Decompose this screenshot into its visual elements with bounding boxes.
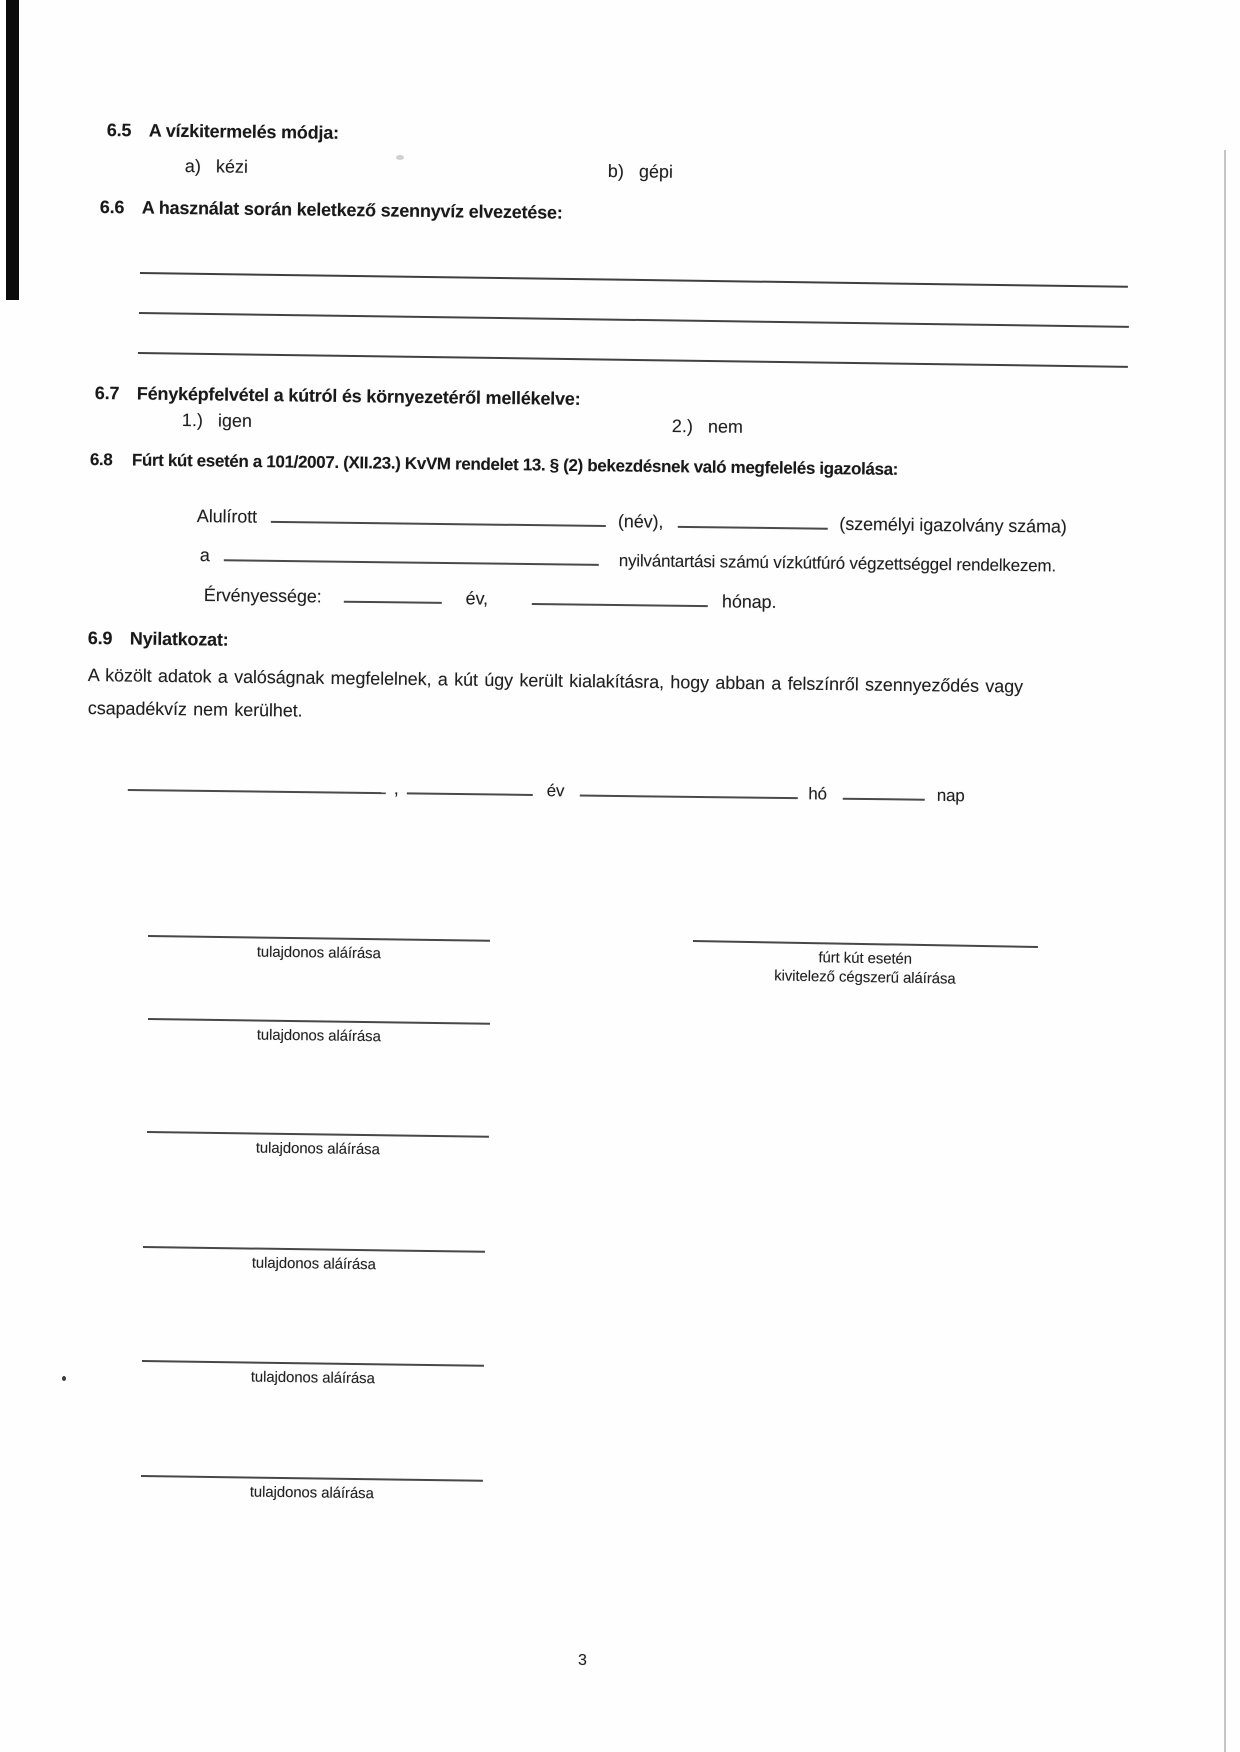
section-title: A használat során keletkező szennyvíz elvezetése:: [141, 197, 563, 223]
section-6-5-heading: [107, 120, 339, 144]
option-marker: 1.): [181, 410, 204, 431]
scan-speck: [62, 1376, 66, 1381]
date-line: [128, 775, 965, 806]
signature-owner-1: [148, 935, 490, 964]
section-title: Nyilatkozat:: [129, 628, 229, 650]
signature-line: [142, 1360, 484, 1367]
signature-line: [148, 1018, 490, 1025]
blank-write-line: [140, 272, 1128, 288]
blank-year-field: [407, 778, 533, 796]
signature-label: tulajdonos aláírása: [249, 1483, 374, 1503]
section-title: Fúrt kút esetén a 101/2007. (XII.23.) KvVM rendelet 13. § (2) bekezdésnek való megfelelés igazolása:: [131, 450, 899, 479]
blank-validity-year-field: [344, 587, 442, 604]
field-label-honap: hónap.: [721, 591, 777, 612]
signature-label: tulajdonos aláírása: [250, 1368, 375, 1388]
signature-line: [693, 940, 1038, 948]
section-6-9-heading: [88, 628, 229, 651]
option-label: nem: [707, 416, 744, 437]
signature-line: [147, 1131, 489, 1138]
option-marker: b): [607, 161, 625, 182]
section-title: Fényképfelvétel a kútról és környezetéről mellékelve:: [136, 383, 581, 409]
signature-label: tulajdonos aláírása: [251, 1254, 376, 1274]
section-number: 6.6: [99, 197, 125, 218]
field-label-ervenyessege: Érvényessége:: [203, 585, 322, 607]
date-label-nap: nap: [936, 785, 965, 806]
date-label-ev: év: [546, 781, 565, 801]
field-label-nev: (név),: [617, 511, 664, 532]
signature-label: kivitelező cégszerű aláírása: [774, 967, 956, 988]
signature-owner-4: [143, 1246, 485, 1275]
signature-contractor: [692, 940, 1038, 989]
option-marker: a): [184, 156, 202, 177]
field-label-nyilvantartasi: nyilvántartási számú vízkútfúró végzettséggel rendelkezem.: [618, 551, 1057, 576]
signature-line: [141, 1475, 483, 1482]
option-igen: [182, 410, 252, 432]
section-6-8-heading: [90, 450, 898, 480]
scan-artifact-left-bar: [6, 0, 19, 300]
section-title: A vízkitermelés módja:: [148, 120, 339, 143]
blank-validity-month-field: [532, 589, 708, 607]
declaration-text-line1: A közölt adatok a valóságnak megfelelnek, a kút úgy került kialakításra, hogy abban a felszínről szennyeződés vagy: [87, 665, 1024, 697]
signature-label: fúrt kút esetén: [818, 949, 913, 968]
page-number: 3: [578, 1652, 587, 1669]
field-label-ev: év,: [465, 588, 489, 609]
option-marker: 2.): [671, 416, 694, 437]
signature-label: tulajdonos aláírása: [256, 943, 381, 963]
blank-write-line: [138, 352, 1128, 368]
option-gepi: [608, 161, 673, 183]
option-nem: [672, 416, 743, 438]
field-label-a: a: [199, 545, 210, 566]
signature-owner-2: [148, 1018, 490, 1047]
form-line-validity: [204, 585, 777, 613]
section-6-6-heading: [100, 197, 563, 224]
option-label: kézi: [215, 156, 249, 177]
blank-registry-number-field: [224, 545, 599, 566]
signature-line: [148, 935, 490, 942]
signature-line: [143, 1246, 485, 1253]
blank-id-number-field: [677, 512, 827, 530]
declaration-text-line2: csapadékvíz nem kerülhet.: [87, 698, 303, 721]
blank-write-line: [139, 312, 1129, 328]
date-label-ho: hó: [808, 784, 827, 804]
signature-owner-5: [142, 1360, 484, 1389]
option-kezi: [185, 156, 248, 178]
blank-month-field: [580, 781, 798, 800]
scan-artifact-right-edge: [1224, 150, 1226, 1752]
form-line-name: [197, 506, 1067, 538]
signature-owner-3: [147, 1131, 489, 1160]
blank-name-field: [271, 507, 606, 527]
blank-place-field: [128, 775, 386, 794]
section-number: 6.9: [87, 628, 113, 649]
section-number: 6.5: [106, 120, 132, 141]
field-label-alulirott: Alulírott: [196, 506, 258, 527]
section-6-7-heading: [95, 383, 581, 410]
option-label: gépi: [638, 161, 674, 182]
scan-speck: [396, 155, 404, 160]
signature-label: tulajdonos aláírása: [256, 1026, 381, 1046]
field-label-szemelyi: (személyi igazolvány száma): [839, 513, 1067, 537]
signature-label: tulajdonos aláírása: [255, 1139, 380, 1159]
date-comma: ,: [393, 778, 399, 799]
signature-owner-6: [141, 1475, 483, 1504]
option-label: igen: [217, 410, 253, 431]
form-line-registry: [200, 545, 1056, 576]
section-number: 6.7: [94, 383, 120, 404]
section-number: 6.8: [89, 450, 113, 470]
blank-day-field: [843, 784, 925, 801]
